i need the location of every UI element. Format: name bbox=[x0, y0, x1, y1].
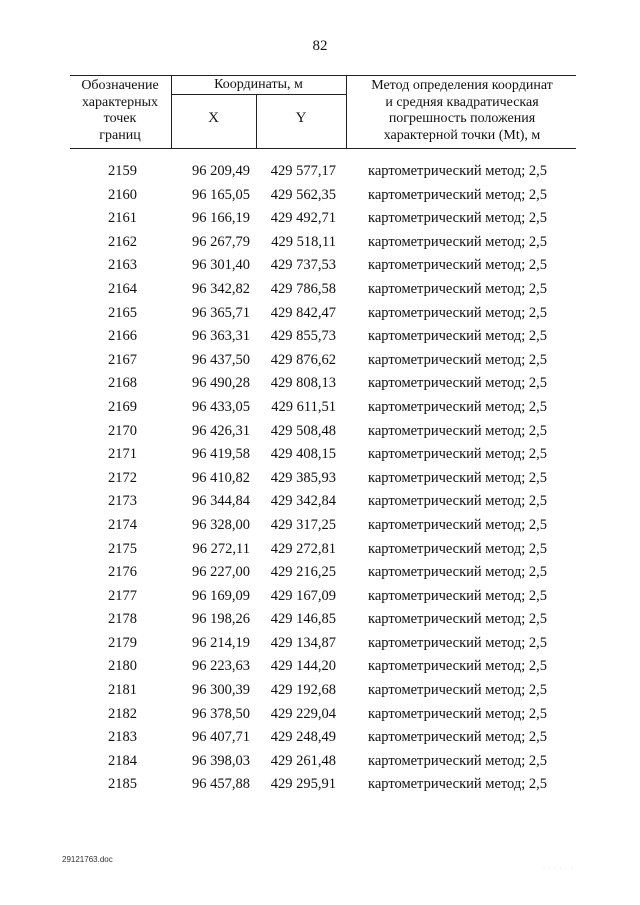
header-y: Y bbox=[295, 110, 307, 126]
table-row bbox=[0, 160, 640, 184]
table-row bbox=[0, 750, 640, 774]
point-id-cell: 2179 bbox=[108, 634, 137, 651]
table-row bbox=[0, 608, 640, 632]
point-id-cell: 2159 bbox=[108, 163, 137, 179]
table-row bbox=[0, 420, 640, 444]
method-cell: картометрический метод; 2,5 bbox=[368, 516, 548, 533]
x-coordinate-cell: 96 165,05 bbox=[192, 186, 250, 203]
method-cell: картометрический метод; 2,5 bbox=[368, 634, 548, 651]
x-coordinate-cell: 96 342,82 bbox=[192, 280, 250, 297]
y-coordinate-cell: 429 248,49 bbox=[270, 729, 336, 746]
header-point-line-4: границ bbox=[99, 127, 141, 143]
x-coordinate-cell: 96 426,31 bbox=[192, 422, 250, 439]
point-id-cell: 2169 bbox=[108, 398, 137, 415]
y-coordinate-cell: 429 317,25 bbox=[270, 516, 336, 533]
table-row bbox=[0, 207, 640, 231]
point-id-cell: 2165 bbox=[108, 304, 137, 321]
point-id-cell: 2180 bbox=[108, 658, 137, 675]
scan-mark: · · · · · · bbox=[543, 866, 574, 872]
method-cell: картометрический метод; 2,5 bbox=[368, 257, 548, 274]
method-cell: картометрический метод; 2,5 bbox=[368, 304, 548, 321]
method-cell: картометрический метод; 2,5 bbox=[368, 564, 548, 581]
method-cell: картометрический метод; 2,5 bbox=[368, 776, 548, 793]
method-cell: картометрический метод; 2,5 bbox=[368, 611, 548, 628]
table-row bbox=[0, 655, 640, 679]
x-coordinate-cell: 96 344,84 bbox=[192, 493, 250, 510]
y-coordinate-cell: 429 737,53 bbox=[270, 257, 336, 274]
y-coordinate-cell: 429 808,13 bbox=[270, 375, 336, 392]
point-id-cell: 2170 bbox=[108, 422, 137, 439]
y-coordinate-cell: 429 876,62 bbox=[270, 351, 336, 368]
y-coordinate-cell: 429 408,15 bbox=[270, 446, 336, 463]
x-coordinate-cell: 96 169,09 bbox=[192, 587, 250, 604]
point-id-cell: 2174 bbox=[108, 516, 137, 533]
method-cell: картометрический метод; 2,5 bbox=[368, 233, 548, 250]
header-mid-rule bbox=[171, 94, 346, 95]
y-coordinate-cell: 429 229,04 bbox=[270, 705, 336, 722]
header-method-line-2: и средняя квадратическая bbox=[385, 94, 539, 110]
point-id-cell: 2181 bbox=[108, 682, 137, 699]
header-method bbox=[346, 78, 578, 144]
header-bottom-rule bbox=[70, 148, 576, 149]
point-id-cell: 2166 bbox=[108, 328, 137, 345]
header-method-line-1: Метод определения координат bbox=[371, 78, 553, 93]
y-coordinate-cell: 429 272,81 bbox=[270, 540, 336, 557]
y-coordinate-cell: 429 577,17 bbox=[270, 163, 336, 179]
x-coordinate-cell: 96 378,50 bbox=[192, 705, 250, 722]
y-coordinate-cell: 429 144,20 bbox=[270, 658, 336, 675]
method-cell: картометрический метод; 2,5 bbox=[368, 752, 548, 769]
table-row bbox=[0, 396, 640, 420]
x-coordinate-cell: 96 433,05 bbox=[192, 398, 250, 415]
table-row bbox=[0, 632, 640, 656]
x-coordinate-cell: 96 209,49 bbox=[192, 163, 250, 179]
page-number: 82 bbox=[312, 38, 328, 54]
method-cell: картометрический метод; 2,5 bbox=[368, 540, 548, 557]
y-coordinate-cell: 429 508,48 bbox=[270, 422, 336, 439]
point-id-cell: 2183 bbox=[108, 729, 137, 746]
y-coordinate-cell: 429 842,47 bbox=[270, 304, 336, 321]
header-coordinates: Координаты, м bbox=[214, 77, 303, 92]
point-id-cell: 2160 bbox=[108, 186, 137, 203]
x-coordinate-cell: 96 363,31 bbox=[192, 328, 250, 345]
table-row bbox=[0, 467, 640, 491]
method-cell: картометрический метод; 2,5 bbox=[368, 587, 548, 604]
x-coordinate-cell: 96 457,88 bbox=[192, 776, 250, 793]
table-body bbox=[0, 160, 640, 797]
point-id-cell: 2176 bbox=[108, 564, 137, 581]
method-cell: картометрический метод; 2,5 bbox=[368, 398, 548, 415]
header-point-line-2: характерных bbox=[81, 94, 159, 110]
y-coordinate-cell: 429 167,09 bbox=[270, 587, 336, 604]
x-coordinate-cell: 96 166,19 bbox=[192, 210, 250, 227]
y-coordinate-cell: 429 261,48 bbox=[270, 752, 336, 769]
x-coordinate-cell: 96 227,00 bbox=[192, 564, 250, 581]
y-coordinate-cell: 429 518,11 bbox=[271, 233, 336, 250]
x-coordinate-cell: 96 328,00 bbox=[192, 516, 250, 533]
x-coordinate-cell: 96 267,79 bbox=[192, 233, 250, 250]
point-id-cell: 2168 bbox=[108, 375, 137, 392]
point-id-cell: 2162 bbox=[108, 233, 137, 250]
footer-doc-name: 29121763.doc bbox=[62, 855, 113, 864]
table-row bbox=[0, 726, 640, 750]
point-id-cell: 2163 bbox=[108, 257, 137, 274]
y-coordinate-cell: 429 611,51 bbox=[271, 398, 336, 415]
x-coordinate-cell: 96 301,40 bbox=[192, 257, 250, 274]
y-coordinate-cell: 429 855,73 bbox=[270, 328, 336, 345]
method-cell: картометрический метод; 2,5 bbox=[368, 163, 548, 179]
point-id-cell: 2173 bbox=[108, 493, 137, 510]
table-row bbox=[0, 538, 640, 562]
header-method-line-3: погрешность положения bbox=[388, 111, 536, 126]
y-coordinate-cell: 429 385,93 bbox=[270, 469, 336, 486]
table-row bbox=[0, 278, 640, 302]
header-point-line-3: точек bbox=[103, 111, 137, 126]
header-point-line-1: Обозначение bbox=[81, 78, 159, 93]
table-row bbox=[0, 773, 640, 797]
x-coordinate-cell: 96 365,71 bbox=[192, 304, 250, 321]
table-row bbox=[0, 254, 640, 278]
point-id-cell: 2178 bbox=[108, 611, 137, 628]
y-coordinate-cell: 429 295,91 bbox=[270, 776, 336, 793]
point-id-cell: 2164 bbox=[108, 280, 137, 297]
header-x: X bbox=[208, 110, 219, 126]
table-row bbox=[0, 372, 640, 396]
y-coordinate-cell: 429 492,71 bbox=[270, 210, 336, 227]
x-coordinate-cell: 96 410,82 bbox=[192, 469, 250, 486]
point-id-cell: 2177 bbox=[108, 587, 137, 604]
x-coordinate-cell: 96 272,11 bbox=[192, 540, 250, 557]
x-coordinate-cell: 96 419,58 bbox=[192, 446, 250, 463]
table-row bbox=[0, 349, 640, 373]
method-cell: картометрический метод; 2,5 bbox=[368, 280, 548, 297]
table-row bbox=[0, 514, 640, 538]
method-cell: картометрический метод; 2,5 bbox=[368, 351, 548, 368]
x-coordinate-cell: 96 214,19 bbox=[192, 634, 250, 651]
method-cell: картометрический метод; 2,5 bbox=[368, 729, 548, 746]
table-row bbox=[0, 679, 640, 703]
x-coordinate-cell: 96 223,63 bbox=[192, 658, 250, 675]
y-coordinate-cell: 429 216,25 bbox=[270, 564, 336, 581]
x-coordinate-cell: 96 300,39 bbox=[192, 682, 250, 699]
point-id-cell: 2172 bbox=[108, 469, 137, 486]
table-row bbox=[0, 585, 640, 609]
x-coordinate-cell: 96 490,28 bbox=[192, 375, 250, 392]
table-row bbox=[0, 302, 640, 326]
header-top-rule bbox=[70, 75, 576, 76]
point-id-cell: 2171 bbox=[108, 446, 137, 463]
y-coordinate-cell: 429 192,68 bbox=[270, 682, 336, 699]
method-cell: картометрический метод; 2,5 bbox=[368, 328, 548, 345]
method-cell: картометрический метод; 2,5 bbox=[368, 705, 548, 722]
method-cell: картометрический метод; 2,5 bbox=[368, 422, 548, 439]
table-row bbox=[0, 325, 640, 349]
header-point-label bbox=[70, 78, 170, 144]
point-id-cell: 2182 bbox=[108, 705, 137, 722]
y-coordinate-cell: 429 562,35 bbox=[270, 186, 336, 203]
x-coordinate-cell: 96 198,26 bbox=[192, 611, 250, 628]
point-id-cell: 2185 bbox=[108, 776, 137, 793]
table-row bbox=[0, 443, 640, 467]
method-cell: картометрический метод; 2,5 bbox=[368, 210, 548, 227]
method-cell: картометрический метод; 2,5 bbox=[368, 446, 548, 463]
table-row bbox=[0, 561, 640, 585]
method-cell: картометрический метод; 2,5 bbox=[368, 375, 548, 392]
table-row bbox=[0, 184, 640, 208]
method-cell: картометрический метод; 2,5 bbox=[368, 186, 548, 203]
point-id-cell: 2175 bbox=[108, 540, 137, 557]
y-coordinate-cell: 429 786,58 bbox=[270, 280, 336, 297]
point-id-cell: 2167 bbox=[108, 351, 137, 368]
method-cell: картометрический метод; 2,5 bbox=[368, 493, 548, 510]
method-cell: картометрический метод; 2,5 bbox=[368, 658, 548, 675]
y-coordinate-cell: 429 134,87 bbox=[270, 634, 336, 651]
y-coordinate-cell: 429 342,84 bbox=[270, 493, 336, 510]
y-coordinate-cell: 429 146,85 bbox=[270, 611, 336, 628]
table-row bbox=[0, 490, 640, 514]
point-id-cell: 2184 bbox=[108, 752, 137, 769]
x-coordinate-cell: 96 407,71 bbox=[192, 729, 250, 746]
table-row bbox=[0, 231, 640, 255]
x-coordinate-cell: 96 437,50 bbox=[192, 351, 250, 368]
header-method-line-4: характерной точки (Mt), м bbox=[383, 127, 541, 143]
method-cell: картометрический метод; 2,5 bbox=[368, 682, 548, 699]
table-row bbox=[0, 703, 640, 727]
method-cell: картометрический метод; 2,5 bbox=[368, 469, 548, 486]
x-coordinate-cell: 96 398,03 bbox=[192, 752, 250, 769]
point-id-cell: 2161 bbox=[108, 210, 137, 227]
